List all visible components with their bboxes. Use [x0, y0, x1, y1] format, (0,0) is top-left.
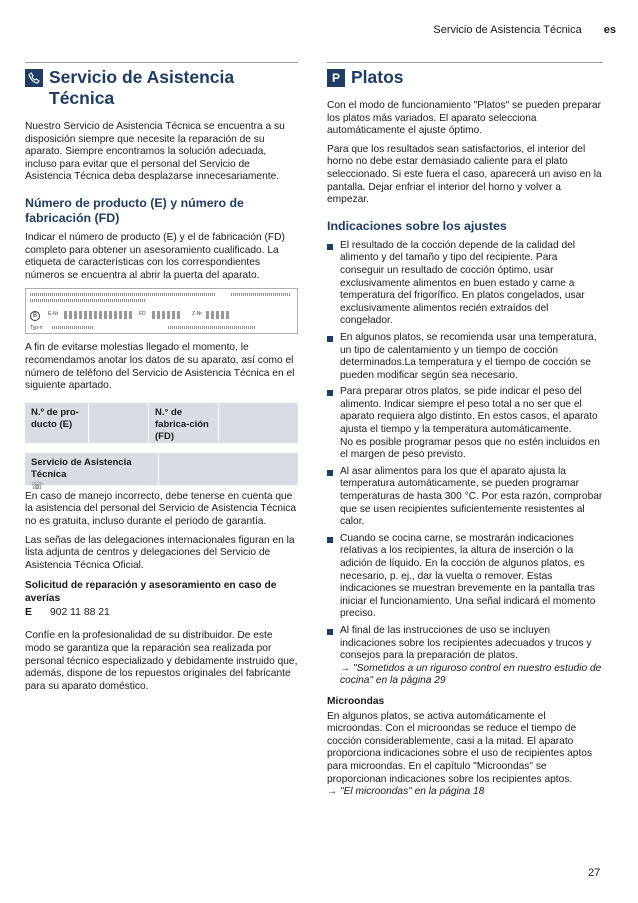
phone-icon [25, 69, 43, 87]
product-number-heading: Número de producto (E) y número de fabricación (FD) [25, 195, 244, 225]
service-heading [25, 62, 298, 109]
dishes-icon [327, 69, 345, 87]
dishes-p2: Para que los resultados sean satisfactorios, el interior del horno no debe estar demasiado caliente para el plato seleccionado. Si este fuera el caso, aparecerá un aviso en la pantalla. Dejar enfriar el interior del horno y volver a empezar. [327, 143, 602, 206]
service-phone-table [25, 453, 298, 492]
list-item: Al final de las instrucciones de uso se incluyen indicaciones sobre los recipientes adecuados y trucos y consejos para la preparación de platos. → "Sometidos a un riguroso control en nuestro estudio de cocina" en la página 29 [327, 625, 603, 688]
weight-note: No es posible programar pesos que no estén incluidos en el margen de peso previsto. [340, 436, 600, 461]
device-data-table [25, 403, 298, 443]
header-title: Servicio de Asistencia Técnica [433, 24, 582, 36]
service-intro: Nuestro Servicio de Asistencia Técnica se encuentra a su disposición siempre que necesite la reparación de su aparato. Siempre encontramos la solución adecuada, incluso para evitar que el personal del Servicio de Asistencia Técnica deba desplazarse innecesariamente. [25, 121, 285, 183]
rating-plate-image [25, 288, 298, 334]
product-number-cell: N.º de pro-ducto (E) [25, 403, 89, 443]
plate-typ-label: Typ-n [30, 325, 43, 332]
warranty-text: En caso de manejo incorrecto, debe tenerse en cuenta que la asistencia del personal del Servicio de Asistencia Técnica no es gratuita, incluso durante el periodo de garantía. [25, 490, 297, 527]
list-item: Cuando se cocina carne, se mostrarán indicaciones relativas a los recipientes, la altura de inserción o la adición de líquido. En la cocción de algunos platos, es necesario, p. ej., dar la vuelta o remover. Estas indicaciones se muestran brevemente en la pantalla tras iniciar el funcionamiento. Una señal indicará el momento preciso. [327, 533, 603, 621]
dishes-heading [327, 62, 603, 88]
contact-country-label: E [25, 607, 32, 619]
dishes-p1: Con el modo de funcionamiento "Platos" se pueden preparar los platos más variados. El aparato selecciona automáticamente el ajuste óptimo. [327, 100, 601, 137]
right-column [327, 62, 603, 805]
page-header [433, 24, 616, 36]
microwave-link[interactable]: → "El microondas" en la página 18 [327, 786, 485, 798]
manufacture-number-cell: N.° de fabrica-ción (FD) [149, 403, 219, 443]
settings-list [327, 240, 603, 688]
list-item: Al asar alimentos para los que el aparato ajusta la temperatura automáticamente, se pueden programar temperaturas de hasta 300 °C. Por esta razón, comprobar que se usen recipientes suficientemente resistentes al calor. [327, 466, 603, 529]
product-number-text: Indicar el número de producto (E) y el de fabricación (FD) completo para obtener un asesoramiento cualificado. La etiqueta de características con los correspondientes números se encuentra al abrir la puerta del aparato. [25, 231, 285, 281]
brand-logo-icon: B [30, 311, 40, 321]
microwave-text: En algunos platos, se activa automáticamente el microondas. Con el microondas se reduce el tiempo de cocción considerablemente, casi a la mitad. El aparato proporciona indicaciones sobre el uso de recipientes aptos para microondas. En el capítulo "Microondas" se proporcionan indicaciones sobre los recipientes aptos. → "El microondas" en la página 18 [327, 711, 603, 799]
list-item: El resultado de la cocción depende de la calidad del alimento y del tamaño y tipo del recipiente. Para conseguir un resultado de cocción óptimo, usar exclusivamente alimentos en buen estado y carne a temperatura del frigorífico. En platos congelados, usar exclusivamente alimentos recién extraídos del congelador. [327, 240, 603, 328]
telephone-icon: ☏ [31, 480, 44, 492]
repair-contact [25, 607, 298, 618]
note-text: A fin de evitarse molestias llegado el momento, le recomendamos anotar los datos de su aparato, así como el número de teléfono del Servicio de Asistencia Técnica en el siguiente apartado. [25, 342, 295, 392]
settings-heading: Indicaciones sobre los ajustes [327, 218, 507, 233]
list-item: Para preparar otros platos, se pide indicar el peso del alimento. Indicar siempre el peso total a no ser que el aparato requiera algo distinto. En estos casos, el aparato ajusta el tiempo y la temperatura automáticamente. No es posible programar pesos que no estén incluidos en el margen de peso previsto. [327, 386, 603, 462]
plate-fd-label: FD [139, 311, 146, 318]
microwave-heading: Microondas [327, 695, 385, 707]
delegations-text: Las señas de las delegaciones internacionales figuran en la lista adjunta de centros y delegaciones del Servicio de Asistencia Técnica Oficial. [25, 534, 295, 571]
plate-enr-label: E-Nr [48, 311, 59, 318]
service-cell-label: Servicio de Asistencia Técnica [31, 456, 132, 480]
dishes-icon-letter: P [331, 71, 340, 85]
list-item: En algunos platos, se recomienda usar una temperatura, un tipo de calentamiento y un tiempo de cocción determinados.La temperatura y el tiempo de cocción se pueden modificar según sea necesario. [327, 332, 603, 382]
kitchen-studio-link[interactable]: → "Sometidos a un riguroso control en nuestro estudio de cocina" en la página 29 [340, 662, 602, 687]
left-column [25, 62, 298, 699]
header-language: es [603, 24, 616, 36]
service-heading-text: Servicio de Asistencia Técnica [49, 67, 235, 108]
contact-phone: 902 11 88 21 [49, 607, 110, 619]
repair-heading: Solicitud de reparación y asesoramiento en caso de averías [25, 580, 277, 604]
dishes-heading-text: Platos [351, 67, 404, 87]
plate-znr-label: Z-Nr [192, 311, 202, 318]
page-number: 27 [588, 867, 601, 879]
trust-text: Confíe en la profesionalidad de su distribuidor. De este modo se garantiza que la reparación sea realizada por personal técnico especializado y debidamente instruido que, además, dispone de los repuestos originales del fabricante para su aparato doméstico. [25, 630, 298, 692]
